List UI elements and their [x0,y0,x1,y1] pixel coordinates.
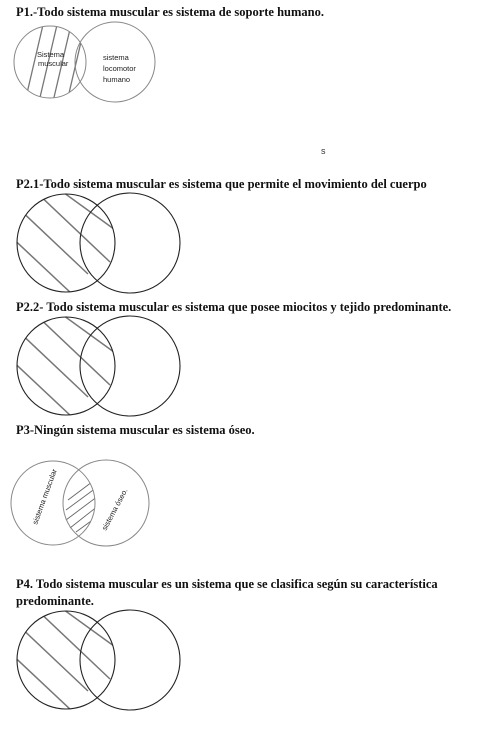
p4-circle-muscular [17,611,115,709]
p4-venn-diagram [14,609,184,713]
p4-circle-clasifica [80,610,180,710]
p3-venn-diagram [8,458,154,550]
p2-2-heading: P2.2- Todo sistema muscular es sistema que posee miocitos y tejido predominante. [16,300,452,314]
p2-2-venn-diagram [14,315,184,419]
svg-text:humano [103,75,130,84]
p1-right-label-3: humano [103,75,131,84]
p2-1-hatching [6,190,118,294]
svg-text:sistema muscular [30,467,59,525]
stray-mark: s [321,146,326,156]
svg-text:locomotor [103,64,136,73]
p3-left-label: sistema muscular [30,467,59,526]
svg-text:muscular [38,59,69,68]
p4-hatching [6,607,118,711]
svg-text:Sistema [37,50,65,59]
p1-heading: P1.-Todo sistema muscular es sistema de soporte humano. [16,5,324,19]
p1-left-label-1: Sistema [37,50,65,59]
p3-right-label: sistema óseo. [99,486,130,532]
p1-right-label-2: locomotor [103,64,136,73]
p4-heading: P4. Todo sistema muscular es un sistema que se clasifica según su característica predominante. [16,577,438,608]
p1-left-label-2: muscular [38,59,69,68]
p2-2-circle-muscular [17,317,115,415]
p2-2-circle-miocitos [80,316,180,416]
p2-1-circle-muscular [17,194,115,292]
p1-circle-soporte [75,22,155,102]
p1-right-label-1: sistema [103,53,129,62]
svg-text:sistema [103,53,130,62]
p2-1-circle-movimiento [80,193,180,293]
svg-text:sistema óseo. [100,487,130,532]
p3-heading: P3-Ningún sistema muscular es sistema óseo. [16,423,255,437]
p2-1-heading: P2.1-Todo sistema muscular es sistema que permite el movimiento del cuerpo [16,177,427,191]
p2-2-hatching [6,313,118,417]
p1-venn-diagram [12,18,160,104]
p2-1-venn-diagram [14,192,184,296]
